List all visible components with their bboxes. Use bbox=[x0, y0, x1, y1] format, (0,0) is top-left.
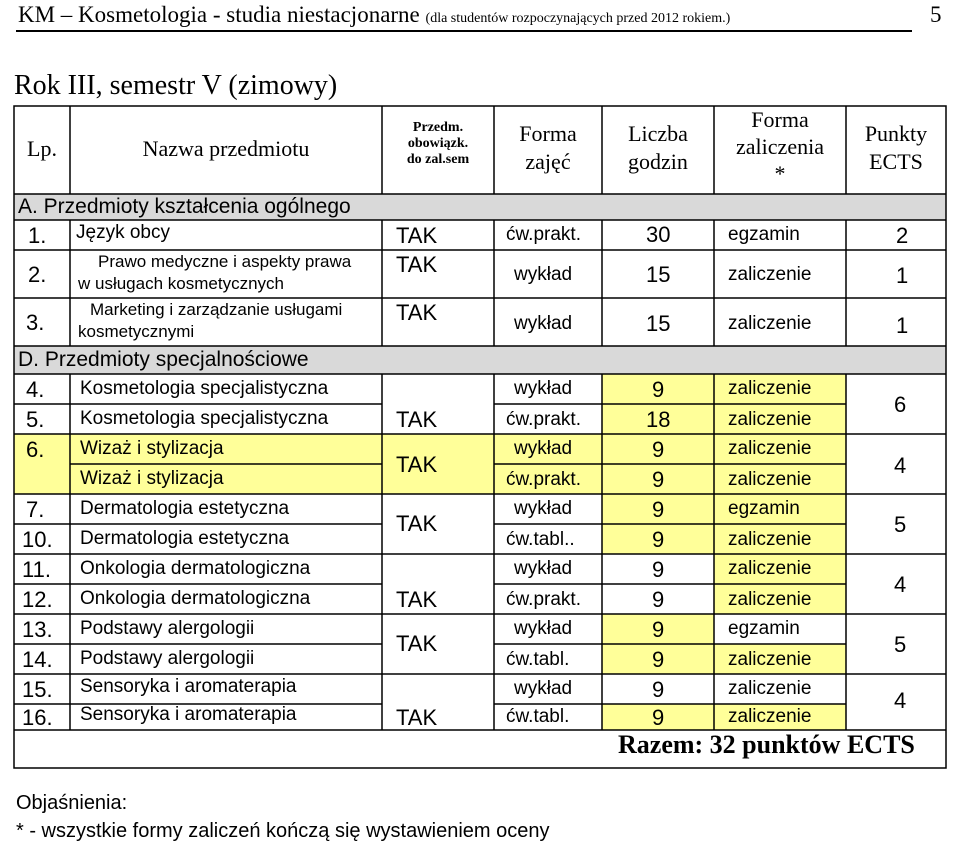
row-16-tak: TAK bbox=[396, 705, 438, 730]
row-14-tak: TAK bbox=[396, 631, 438, 656]
total-ects: Razem: 32 punktów ECTS bbox=[618, 730, 915, 759]
row-6b-name: Wizaż i stylizacja bbox=[80, 468, 224, 489]
col-header-ects bbox=[846, 120, 946, 176]
col-header-lp: Lp. bbox=[27, 136, 57, 161]
ects-kosmetologia: 6 bbox=[894, 392, 907, 417]
row-11-lp: 11. bbox=[22, 557, 51, 582]
row-16-hours: 9 bbox=[652, 705, 665, 730]
ects-wizaz: 4 bbox=[894, 453, 907, 478]
row-12-hours: 9 bbox=[652, 587, 665, 612]
row-2-hours: 15 bbox=[646, 262, 671, 287]
row-10-lp: 10. bbox=[22, 527, 53, 552]
row-12-name: Onkologia dermatologiczna bbox=[80, 588, 311, 609]
row-11-credit: zaliczenie bbox=[728, 558, 812, 579]
row-5-hours: 18 bbox=[646, 407, 671, 432]
row-2-name-line1: Prawo medyczne i aspekty prawa bbox=[98, 252, 352, 271]
row-2-form: wykład bbox=[514, 264, 573, 285]
col-header-credit-line1: Forma bbox=[751, 107, 809, 132]
explanations-text: * - wszystkie formy zaliczeń kończą się wystawieniem oceny bbox=[16, 820, 550, 842]
row-6-form: wykład bbox=[514, 438, 573, 459]
row-13-name: Podstawy alergologii bbox=[80, 618, 255, 639]
row-6b-hours: 9 bbox=[652, 467, 665, 492]
semester-title: Rok III, semestr V (zimowy) bbox=[14, 70, 338, 101]
col-header-form-line1: Forma bbox=[519, 121, 577, 146]
row-1-name: Język obcy bbox=[76, 222, 170, 243]
col-header-credit-line3: * bbox=[774, 161, 786, 186]
col-header-credit bbox=[714, 106, 846, 187]
col-header-ects-line2: ECTS bbox=[869, 149, 923, 174]
section-heading-specialization: D. Przedmioty specjalnościowe bbox=[18, 348, 309, 371]
row-6b-tak: TAK bbox=[396, 452, 438, 477]
row-10-tak: TAK bbox=[396, 511, 438, 536]
row-14-name: Podstawy alergologii bbox=[80, 648, 255, 669]
row-4-credit: zaliczenie bbox=[728, 378, 812, 399]
row-16-name: Sensoryka i aromaterapia bbox=[80, 704, 297, 725]
row-5-form: ćw.prakt. bbox=[506, 409, 581, 430]
row-3-lp: 3. bbox=[26, 310, 45, 335]
ects-sensoryka: 4 bbox=[894, 688, 907, 713]
row-10-name: Dermatologia estetyczna bbox=[80, 528, 290, 549]
ects-alergologia: 5 bbox=[894, 632, 907, 657]
row-14-hours: 9 bbox=[652, 647, 665, 672]
row-11-form: wykład bbox=[514, 558, 573, 579]
col-header-mandatory-line3: do zal.sem bbox=[406, 152, 470, 167]
col-header-hours-line2: godzin bbox=[628, 149, 688, 174]
row-13-lp: 13. bbox=[22, 617, 53, 642]
col-header-name: Nazwa przedmiotu bbox=[142, 136, 310, 161]
document-title: KM – Kosmetologia - studia niestacjonarne bbox=[18, 2, 420, 27]
row-14-lp: 14. bbox=[22, 647, 53, 672]
row-4-form: wykład bbox=[514, 378, 573, 399]
row-4-hours: 9 bbox=[652, 377, 665, 402]
row-11-name: Onkologia dermatologiczna bbox=[80, 558, 311, 579]
col-header-form-line2: zajęć bbox=[525, 149, 571, 174]
row-15-lp: 15. bbox=[22, 677, 53, 702]
row-16-credit: zaliczenie bbox=[728, 706, 812, 727]
row-3-tak: TAK bbox=[396, 300, 438, 325]
row-1-credit: egzamin bbox=[728, 224, 800, 245]
row-13-hours: 9 bbox=[652, 617, 665, 642]
row-12-tak: TAK bbox=[396, 587, 438, 612]
row-3-hours: 15 bbox=[646, 311, 671, 336]
row-10-credit: zaliczenie bbox=[728, 529, 812, 550]
row-4-name: Kosmetologia specjalistyczna bbox=[80, 378, 329, 399]
row-7-form: wykład bbox=[514, 498, 573, 519]
row-15-form: wykład bbox=[514, 678, 573, 699]
row-14-credit: zaliczenie bbox=[728, 649, 812, 670]
row-2-tak: TAK bbox=[396, 252, 438, 277]
row-2-lp: 2. bbox=[28, 262, 47, 287]
row-10-form: ćw.tabl.. bbox=[506, 529, 575, 550]
row-6-name: Wizaż i stylizacja bbox=[80, 438, 224, 459]
col-header-mandatory-line1: Przedm. bbox=[412, 120, 464, 135]
row-15-credit: zaliczenie bbox=[728, 678, 812, 699]
row-7-lp: 7. bbox=[26, 497, 45, 522]
col-header-mandatory bbox=[382, 120, 494, 168]
row-15-name: Sensoryka i aromaterapia bbox=[80, 676, 297, 697]
row-11-hours: 9 bbox=[652, 557, 665, 582]
row-15-hours: 9 bbox=[652, 677, 665, 702]
page-number: 5 bbox=[930, 2, 942, 27]
row-1-form: ćw.prakt. bbox=[506, 224, 581, 245]
row-1-hours: 30 bbox=[646, 222, 671, 247]
row-5-lp: 5. bbox=[26, 407, 45, 432]
explanations-title: Objaśnienia: bbox=[16, 792, 128, 814]
row-2-ects: 1 bbox=[896, 263, 909, 288]
row-16-lp: 16. bbox=[22, 705, 53, 730]
row-6-lp: 6. bbox=[26, 437, 45, 462]
row-16-form: ćw.tabl. bbox=[506, 706, 570, 727]
document-title-note: (dla studentów rozpoczynających przed 2012 rokiem.) bbox=[425, 11, 731, 26]
row-3-name-line2: kosmetycznymi bbox=[78, 322, 195, 341]
row-2-credit: zaliczenie bbox=[728, 264, 812, 285]
col-header-mandatory-line2: obowiązk. bbox=[407, 136, 469, 151]
row-3-ects: 1 bbox=[896, 313, 909, 338]
row-6b-form: ćw.prakt. bbox=[506, 469, 581, 490]
col-header-credit-line2: zaliczenia bbox=[736, 134, 824, 159]
col-header-form bbox=[494, 120, 602, 176]
row-1-lp: 1. bbox=[28, 223, 47, 248]
ects-dermatologia: 5 bbox=[894, 512, 907, 537]
row-6-credit: zaliczenie bbox=[728, 438, 812, 459]
row-7-name: Dermatologia estetyczna bbox=[80, 498, 290, 519]
row-3-name-line1: Marketing i zarządzanie usługami bbox=[90, 300, 343, 319]
section-heading-general: A. Przedmioty kształcenia ogólnego bbox=[18, 195, 351, 218]
row-2-name-line2: w usługach kosmetycznych bbox=[78, 274, 284, 293]
row-3-credit: zaliczenie bbox=[728, 313, 812, 334]
row-12-form: ćw.prakt. bbox=[506, 589, 581, 610]
row-5-credit: zaliczenie bbox=[728, 409, 812, 430]
row-12-lp: 12. bbox=[22, 587, 53, 612]
row-6b-credit: zaliczenie bbox=[728, 469, 812, 490]
row-5-tak: TAK bbox=[396, 407, 438, 432]
row-14-form: ćw.tabl. bbox=[506, 649, 570, 670]
row-7-hours: 9 bbox=[652, 497, 665, 522]
col-header-hours-line1: Liczba bbox=[628, 121, 688, 146]
col-header-hours bbox=[602, 120, 714, 176]
row-3-form: wykład bbox=[514, 313, 573, 334]
row-5-name: Kosmetologia specjalistyczna bbox=[80, 408, 329, 429]
row-13-credit: egzamin bbox=[728, 618, 800, 639]
row-7-credit: egzamin bbox=[728, 498, 800, 519]
row-10-hours: 9 bbox=[652, 527, 665, 552]
row-13-form: wykład bbox=[514, 618, 573, 639]
row-6-hours: 9 bbox=[652, 437, 665, 462]
ects-onkologia: 4 bbox=[894, 572, 907, 597]
row-12-credit: zaliczenie bbox=[728, 589, 812, 610]
row-1-ects: 2 bbox=[896, 223, 909, 248]
row-1-tak: TAK bbox=[396, 223, 438, 248]
row-4-lp: 4. bbox=[26, 377, 45, 402]
col-header-ects-line1: Punkty bbox=[864, 121, 928, 146]
